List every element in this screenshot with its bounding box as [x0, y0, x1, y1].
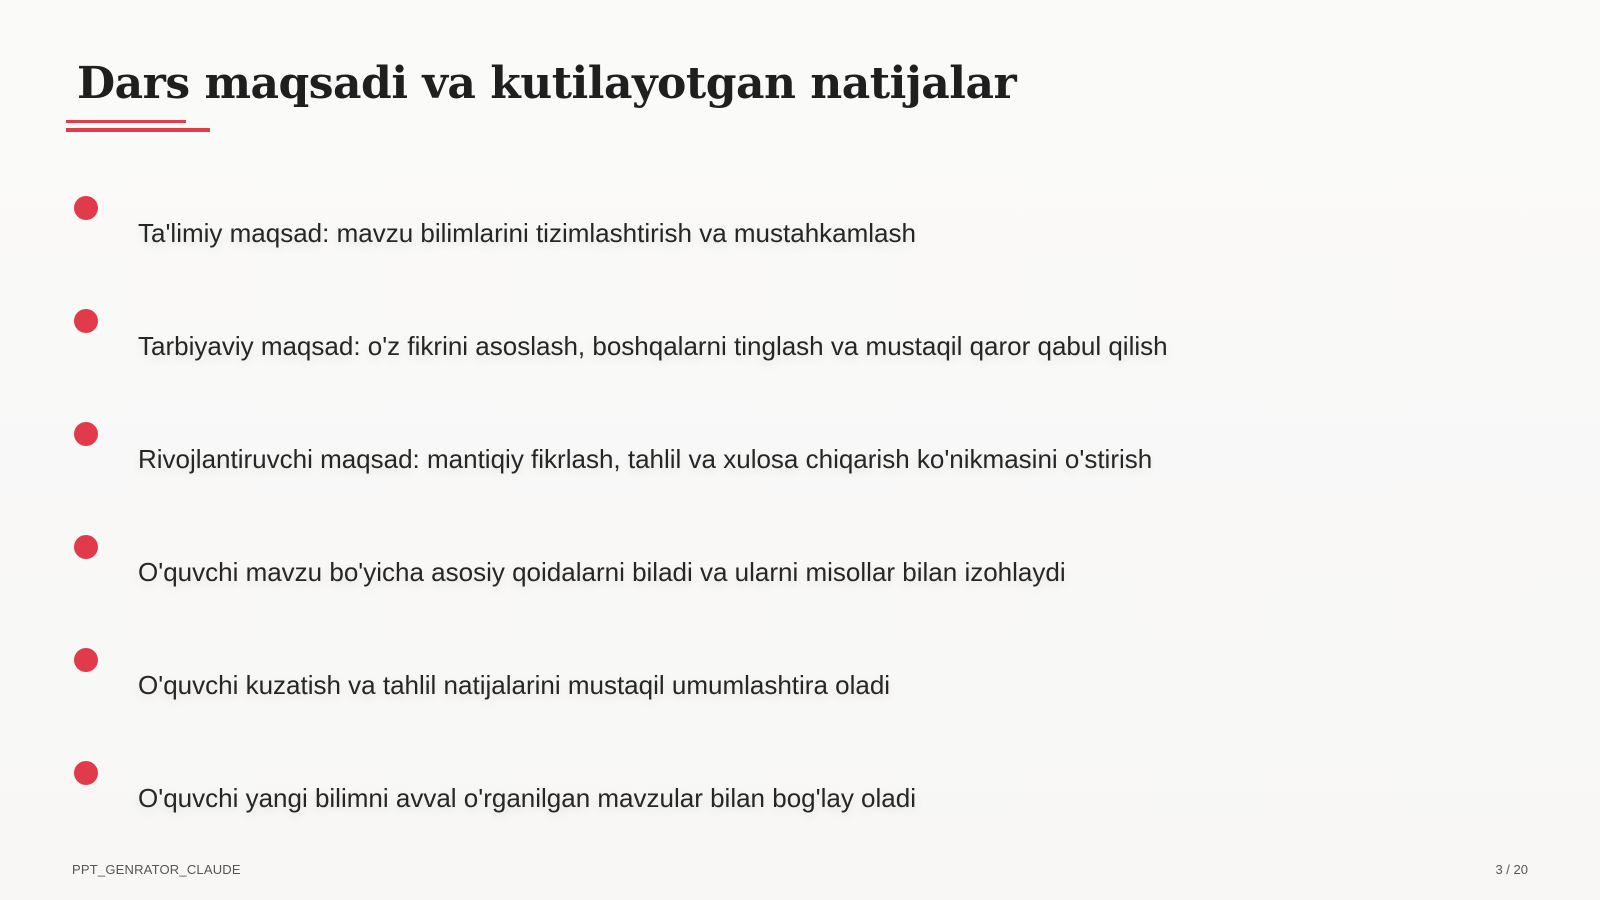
list-item: [74, 309, 1474, 369]
list-item: [74, 196, 1474, 256]
bullet-dot-icon: [74, 422, 98, 446]
bullet-text: O'quvchi mavzu bo'yicha asosiy qoidalarni biladi va ularni misollar bilan izohlaydi: [138, 557, 1066, 587]
bullet-dot-icon: [74, 196, 98, 220]
bullet-text: Rivojlantiruvchi maqsad: mantiqiy fikrlash, tahlil va xulosa chiqarish ko'nikmasini o'stirish: [138, 444, 1153, 474]
bullet-text: Tarbiyaviy maqsad: o'z fikrini asoslash, boshqalarni tinglash va mustaqil qaror qabul qilish: [138, 331, 1168, 361]
bullet-dot-icon: [74, 648, 98, 672]
footer-source: PPT_GENRATOR_CLAUDE: [72, 862, 241, 877]
list-item: [74, 535, 1474, 595]
list-item: [74, 648, 1474, 708]
bullet-dot-icon: [74, 761, 98, 785]
bullet-dot-icon: [74, 309, 98, 333]
slide-title: Dars maqsadi va kutilayotgan natijalar: [77, 58, 1017, 109]
bullet-text: O'quvchi kuzatish va tahlil natijalarini mustaqil umumlashtira oladi: [138, 670, 891, 700]
bullet-text: O'quvchi yangi bilimni avval o'rganilgan mavzular bilan bog'lay oladi: [138, 783, 916, 813]
page-number: 3 / 20: [1495, 862, 1528, 877]
bullet-text: Ta'limiy maqsad: mavzu bilimlarini tizimlashtirish va mustahkamlash: [138, 218, 916, 248]
list-item: [74, 761, 1474, 821]
list-item: [74, 422, 1474, 482]
bullet-dot-icon: [74, 535, 98, 559]
